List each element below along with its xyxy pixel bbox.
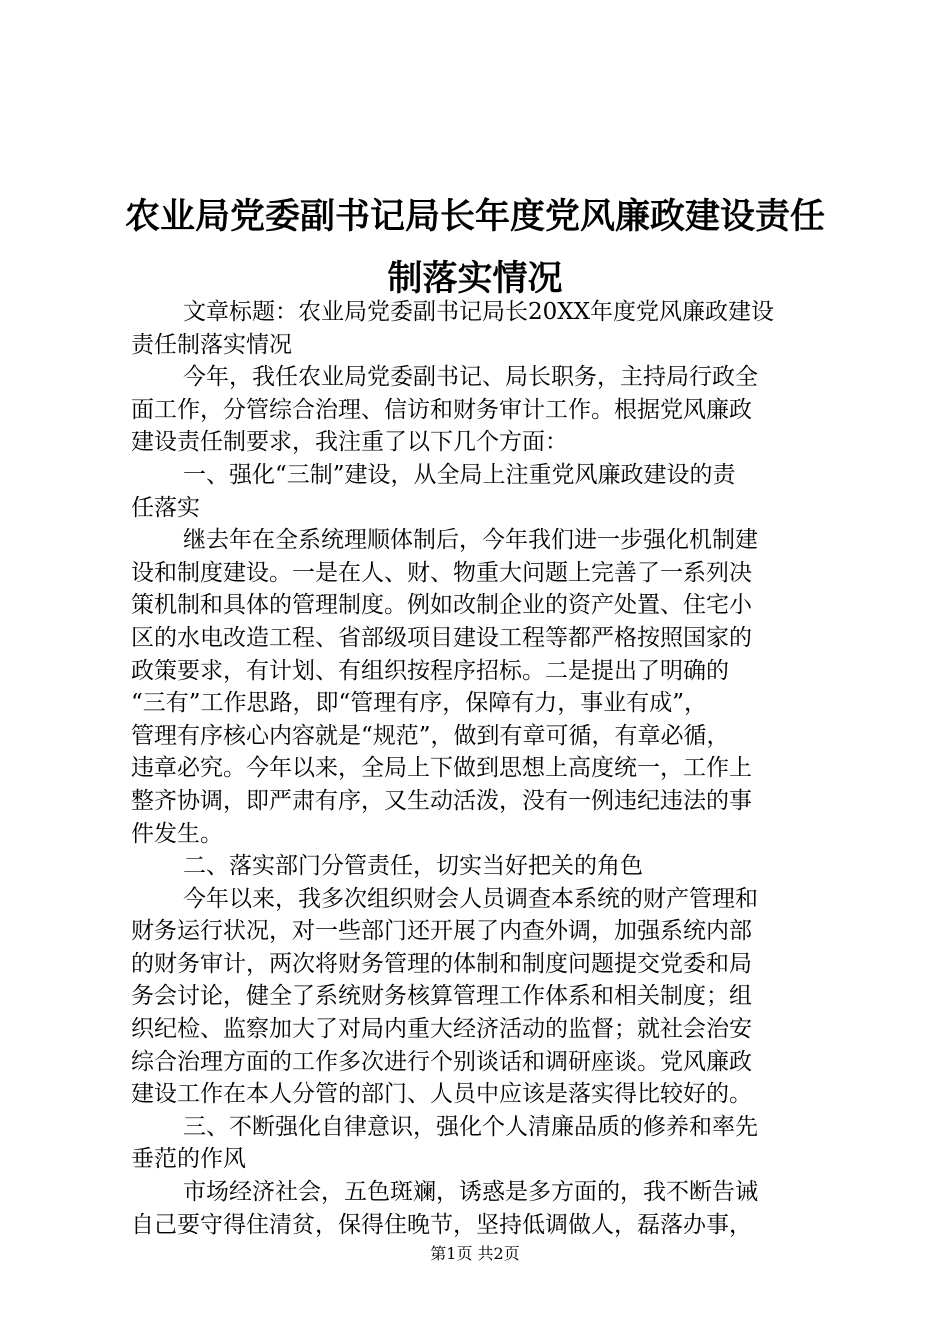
body-line: 综合治理方面的工作多次进行个别谈话和调研座谈。党风廉政	[131, 1048, 752, 1075]
body-line: 垂范的作风	[131, 1146, 246, 1173]
body-line: 区的水电改造工程、省部级项目建设工程等都严格按照国家的	[131, 624, 752, 651]
body-line: 的财务审计，两次将财务管理的体制和制度问题提交党委和局	[131, 950, 752, 977]
body-line: 二、落实部门分管责任，切实当好把关的角色	[183, 853, 643, 880]
body-line: 面工作，分管综合治理、信访和财务审计工作。根据党风廉政	[131, 396, 752, 423]
document-body	[131, 296, 831, 1241]
body-line: 设和制度建设。一是在人、财、物重大问题上完善了一系列决	[131, 559, 752, 586]
title-line-1: 农业局党委副书记局长年度党风廉政建设责任	[124, 197, 825, 237]
body-line: 一、强化“三制”建设，从全局上注重党风廉政建设的责	[183, 461, 736, 488]
body-line: 继去年在全系统理顺体制后，今年我们进一步强化机制建	[183, 527, 758, 554]
body-line: 管理有序核心内容就是“规范”，做到有章可循，有章必循，	[131, 722, 730, 749]
body-line: 建设责任制要求，我注重了以下几个方面：	[131, 429, 568, 456]
body-line: 违章必究。今年以来，全局上下做到思想上高度统一，工作上	[131, 755, 752, 782]
body-line: 建设工作在本人分管的部门、人员中应该是落实得比较好的。	[131, 1081, 752, 1108]
body-line: 三、不断强化自律意识，强化个人清廉品质的修养和率先	[183, 1113, 758, 1140]
page-footer: 第1页 共2页	[430, 1244, 520, 1263]
body-line: 政策要求，有计划、有组织按程序招标。二是提出了明确的	[131, 657, 729, 684]
body-line: 织纪检、监察加大了对局内重大经济活动的监督；就社会治安	[131, 1016, 752, 1043]
body-line: 件发生。	[131, 820, 223, 847]
document-title	[100, 186, 850, 310]
body-line: “三有”工作思路，即“管理有序，保障有力，事业有成”，	[131, 690, 708, 717]
body-line: 自己要守得住清贫，保得住晚节，坚持低调做人，磊落办事，	[131, 1211, 752, 1238]
body-line: 整齐协调，即严肃有序，又生动活泼，没有一例违纪违法的事	[131, 787, 752, 814]
body-line: 责任制落实情况	[131, 331, 292, 358]
body-line: 文章标题：农业局党委副书记局长20XX年度党风廉政建设	[183, 299, 775, 325]
body-line: 今年，我任农业局党委副书记、局长职务，主持局行政全	[183, 364, 758, 391]
body-line: 任落实	[131, 494, 200, 521]
title-line-2: 制落实情况	[387, 259, 563, 299]
body-line: 今年以来，我多次组织财会人员调查本系统的财产管理和	[183, 885, 758, 912]
body-line: 市场经济社会，五色斑斓，诱惑是多方面的，我不断告诫	[183, 1179, 758, 1206]
body-line: 务会讨论，健全了系统财务核算管理工作体系和相关制度；组	[131, 983, 752, 1010]
body-line: 策机制和具体的管理制度。例如改制企业的资产处置、住宅小	[131, 592, 752, 619]
body-line: 财务运行状况，对一些部门还开展了内查外调，加强系统内部	[131, 918, 752, 945]
